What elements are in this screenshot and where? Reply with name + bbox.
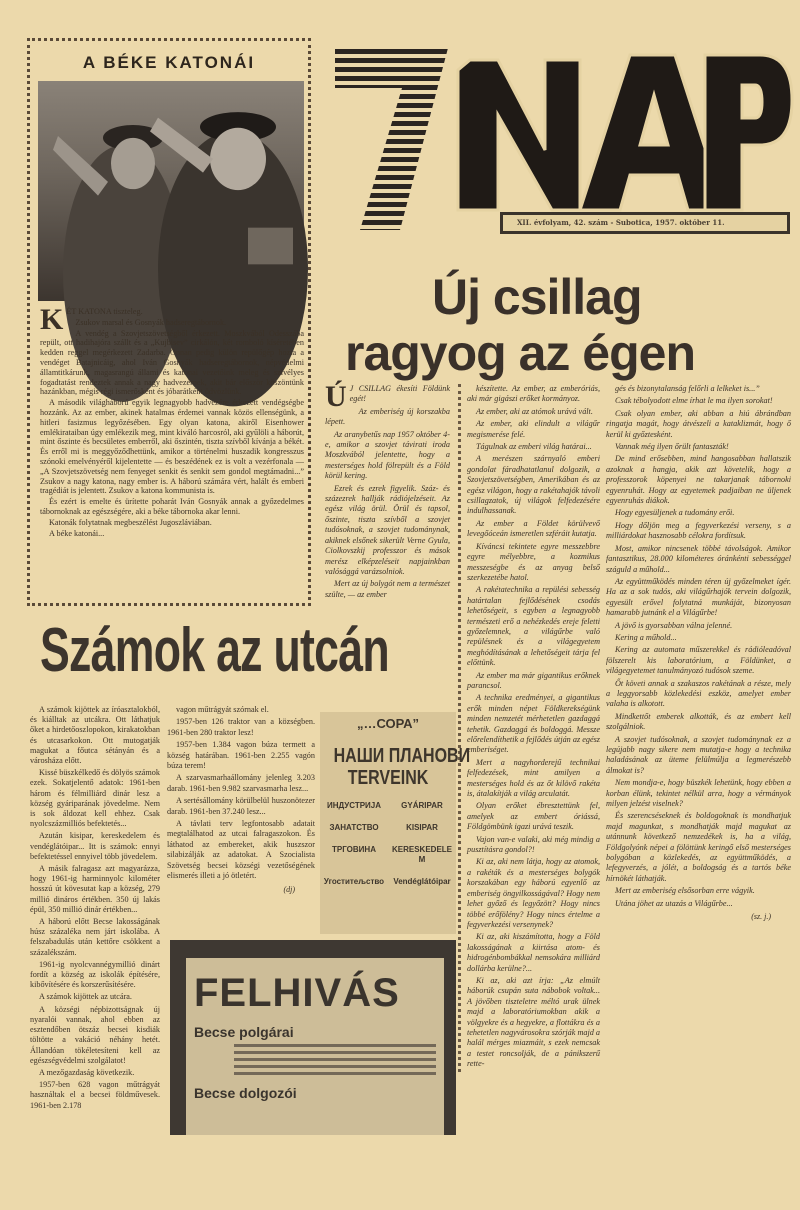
- paragraph: Hogy egyesüljenek a tudomány erői.: [615, 508, 735, 518]
- paragraph: ÉT KATONA tiszteleg.: [66, 307, 143, 316]
- paragraph: A vendég a Szovjetszövetségből érkezett. Moszkvából Odesszába repült, ott hadihajóra szállt és a „Kujbisev” cirkálón, két romboló kíséretében kedden reggel megérkezett Zadarba. Onnan pedig külön repülőgép hozta a vendéget Batajnicáig, ahol Iván Gosnyák hadseregtábornok, népvédelmi államtitkárunk, magasrangú állami és katonai vezetőink meleg és szívélyes fogadtatást rendeztek annak a nagy hadvezérnek, akit bár először köszöntünk hazánkban, mégis régi ismerősként és jóbarátként üdvözlünk.: [40, 328, 304, 397]
- paragraph: A távlati terv legfontosabb adatait megtalálhatod az utcai falragaszokon. És láthatod az embereket, akik huszszor silabizálják az adatokat. A Szocialista Szövetség becsei községi vezetőségének elismerés illeti a jó ötletért.: [167, 819, 315, 881]
- paragraph: Tágulnak az emberi világ határai...: [476, 442, 592, 452]
- csillag-column-1: [325, 380, 450, 602]
- paragraph: Az együttműködés minden téren új győzelmeket ígér. Ha az a sok tudós, aki világűrhajók tervein dolgozik, egyesült erővel folytatná munkáját, bizonyosan hamarabb jutnánk el a Világűrbe!: [606, 576, 791, 618]
- paragraph: Ki az, aki azt írja: „Az elmúlt háborúk csupán suta nábobok voltak... A jövőben tiszteletre méltó urak ülnek majd a laboratóriumokban akik a völgyekre és a hegyekre, a flottákra és a tehetetlen nagyvárosokra szórják majd a halál mérges miazmáit, s ezek nemcsak a testet roncsolják, de a pánikszerű rette-: [467, 975, 600, 1069]
- paragraph: Őt követi annak a szakaszos rakétának a része, mely a leggyorsabb közlekedési eszköz, amelyet ember valaha is alkotott.: [606, 678, 791, 709]
- poster-category: KISIPAR: [406, 823, 438, 832]
- paragraph: A másik falragasz azt magyarázza, hogy 1961-ig harminnyolc kilométer hosszú út kövesutat kap a község, 279 millió dináros értékben. 350 új lakás épül, 350 millió dinár értékben...: [30, 864, 160, 914]
- paragraph: A községi népbizottságnak új nyaralói vannak, ahol ebben az esztendőben ötszáz becsei kisdiák töltötte a vakáció néhány hetét. Állandóan tökéletesíteni kell az egészségvédelmi szolgálatot!: [30, 1004, 160, 1065]
- paragraph: A második világháború egyik legnagyobb hadvezére érkezett vendégségbe hozzánk. Az az ember, akinek hatalmas érdemei vannak közös ellenségünk, a hitleri fasizmus legyőzésében. Egy olyan katona, akiről Eisenhower emlékirataiban úgy emlékezik meg, mint kiváló harcosról, aki gyűlöli a háborút, mint őszinte és becsületes emberről, aki őszintén, tiszta szívből kívánja a békét. És erről mi is meggyőződhettünk, amikor a történelmi huszadik kongresszus szónoki emelvényéről kijelentette — és beszédének ez is volt a vezérfonala — „A Szovjetszövetség nem fenyeget senkit és senkit sem gondol megtámadni...” Zsukov a nagy katona, nagy ember is. A háború számára vért, halált és emberi tragédiát is jelentett. Zsukov a katona kommunista is.: [40, 398, 304, 496]
- poster-category: ИНДУСТРИЈА: [326, 801, 382, 810]
- zhukov-gosnjak-photo: [38, 81, 304, 301]
- paragraph: A szovjet tudósoknak, a szovjet tudománynak ez a legújabb nagy sikere nem mutatja-e hogy a technika haladásának az üteme felülmúlja a legmerészebb álmokat is?: [606, 734, 791, 775]
- paragraph: A jövő is gyorsabban válna jelenné.: [615, 620, 733, 630]
- paragraph: A számok kijöttek az utcára.: [39, 992, 132, 1002]
- paragraph: Azután kisipar, kereskedelem és vendéglátóipar... Itt is számok: ennyi befektetéssel ennyivel több jövedelem.: [30, 831, 160, 861]
- szamok-headline: Számok az utcán: [40, 616, 389, 685]
- poster-category: ТРГОВИНА: [332, 845, 376, 854]
- paragraph: Mert az új bolygót nem a természet szülte, — az ember: [325, 579, 450, 599]
- masthead-logo: [330, 40, 792, 240]
- paragraph: Vannak még ilyen őrült fantaszták!: [615, 442, 729, 452]
- 7nap-logo: [330, 40, 792, 240]
- szamok-column-1: [30, 705, 160, 1113]
- csillag-headline-line2: ragyog az égen: [345, 325, 695, 381]
- felhivas-subheading-1: Becse polgárai: [194, 1024, 294, 1040]
- paragraph: vagon műtrágyát szórnak el.: [176, 705, 269, 714]
- paragraph: A számok kijöttek az íróasztalokból, és kiálltak az utcákra. Ott láthatjuk őket a hirdetőoszlopokon, kirakatokban és utcasarkokon. Ott mutogatják magukat a főutca sétányán és a városháza előtt.: [30, 705, 160, 766]
- poster-title-hungarian: TERVEINK: [347, 767, 429, 789]
- paragraph: Mindkettőt emberek alkották, és az embert kell szolgálniok.: [606, 711, 791, 732]
- paragraph: Ki az, aki kiszámította, hogy a Föld lakosságának a kiirtása atom- és hidrogénbombákkal nemsokára milliárd dollárba kerülne?...: [467, 932, 600, 973]
- drop-cap: Ú: [325, 380, 347, 413]
- paragraph: Ki az, aki nem látja, hogy az atomok, a rakéták és a mesterséges bolygók korszakában egy háború egyenlő az emberiség öngyilkosságával? Hogy nem lehet győző és legyőzött? Hogy nincs többé erőfölény? Hogy nincs értelme a fegyverkezési versenynek?: [467, 857, 600, 929]
- saluting-officers-image: [38, 81, 304, 301]
- poster-category: ЗАНАТСТВО: [329, 823, 379, 832]
- paragraph: De mind erősebben, mind hangosabban hallatszik azoknak a hangja, akik azt követelik, hogy a professzorok köpenyei ne takarjanak tábornoki egyenruhát. Hogy az egyetemek padjaiban ne üljenek egyenruhás diákok.: [606, 454, 791, 506]
- paragraph: A sertésállomány körülbelül huszonötezer darab. 1961-ben 37.240 lesz...: [167, 796, 315, 816]
- paragraph: A szarvasmarhaállomány jelenleg 3.203 darab. 1961-ben 9.982 szarvasmarha lesz...: [167, 773, 315, 793]
- paragraph: Zsukov marsal és Gosnyák hadseregtábornok.: [75, 317, 227, 327]
- paragraph: Csak tébolyodott elme írhat le ma ilyen sorokat!: [615, 396, 773, 406]
- paragraph: És szerencséseknek és boldogoknak is mondhatjuk majd magunkat, s mondhatják majd magukat az utánnunk következő nemzedékek is, ha a világ, Földgolyónk népei a fölöttünk keringő első mesterséges bolygóban a közlekedés, az együttműködés, a lefegyverzés, a jólét, a boldogság és a tartós béke hírnökét láthatják.: [606, 811, 791, 883]
- szamok-signature: (dj): [283, 884, 295, 894]
- paragraph: Hogy dőljön meg a fegyverkezési verseny, s a milliárdokat hasznosabb célokra fordítsuk.: [606, 520, 791, 541]
- paragraph: 1961-ig nyolcvannégymillió dinárt fordít a község az iskolák építésére, kibővítésére és korszerűsítésére.: [30, 959, 160, 990]
- paragraph: A háború előtt Becse lakosságának húsz százaléka nem járt iskolába. A felszabadulás után kettőre csökkent a százalékszám.: [30, 917, 160, 957]
- csillag-column-3: [606, 384, 791, 922]
- paragraph: 1957-ben 628 vagon műtrágyát használtak el a becsei földművesek. 1961-ben 2.178: [30, 1080, 160, 1110]
- paragraph: Az emberiség új korszakba lépett.: [325, 406, 450, 427]
- paragraph: Ezrek és ezrek figyelik. Száz- és százezrek hallják rádiójelzéseit. Az egész világ örül. Örül és tapsol, őszinte, tiszta szívből a szovjet tudósoknak, a szovjet tudománynak, akiknek elsőnek sikerült Verne Gyula, Ciolkovszkij professzor és mások merész elképzeléseit napjainkban valósággá varázsolniok.: [325, 483, 450, 576]
- felhivas-poster-photo: [170, 940, 456, 1135]
- poster-newspaper-name: „…СОРА”: [356, 716, 420, 731]
- poster-category: KERESKEDELEM: [391, 845, 452, 864]
- beke-article-body: [40, 303, 304, 539]
- paragraph: A technika eredményei, a gigantikus erők minden népet Földkerekségünk minden nemzetét mérhetetlen gazdaggá tehetik. Gazdaggá és boldoggá. Messze előrelendíthetik a fejlődés útján az egész emberiséget.: [467, 693, 600, 755]
- paragraph: Kíváncsi tekintete egyre messzebbre egyre mélyebbre, a kozmikus messzeségbe és az anyag belső szerkezetébe hatol.: [467, 541, 600, 582]
- poster-title-serbian: НАШИ ПЛАНОВИ: [333, 745, 471, 767]
- paragraph: J CSILLAG ékesíti Földünk egét!: [349, 384, 450, 404]
- paragraph: Csak olyan ember, aki abban a hiú ábrándban ringatja magát, hogy átvészeli a kataklizmát, hogy ő kerül ki győztesként.: [606, 408, 791, 439]
- csillag-column-2: [458, 384, 600, 1072]
- paragraph: Vajon van-e valaki, aki még mindig a pusztításra gondol?!: [467, 834, 600, 855]
- paragraph: Mert az emberiség elsősorban erre vágyik.: [615, 886, 755, 896]
- paragraph: Az ember, aki elindult a világűr megismerése felé.: [467, 419, 600, 439]
- paragraph: A mezőgazdaság következik.: [39, 1067, 135, 1077]
- paragraph: Mert a nagyhorderejű technikai felfedezések, mint amilyen a mesterséges hold és az őt kilövő rakéta is, átalakítják a világ arculatát.: [467, 757, 600, 799]
- poster-category: Vendéglátóipar: [393, 877, 451, 886]
- felhivas-title: FELHIVÁS: [194, 971, 400, 1015]
- edition-line: XII. évfolyam, 42. szám - Subotica, 1957. október 11.: [500, 212, 790, 234]
- paragraph: Az ember ma már gigantikus erőknek parancsol.: [467, 670, 600, 690]
- poster-category: Угоститељство: [323, 877, 385, 886]
- paragraph: Utána jöhet az utazás a Világűrbe...: [615, 898, 733, 908]
- csillag-headline-line1: Új csillag: [432, 269, 642, 325]
- felhivas-subheading-2: Becse dolgozói: [194, 1085, 297, 1101]
- paragraph: készítette. Az ember, az emberóriás, aki már gigászi erőket kormányoz.: [467, 384, 600, 404]
- beke-article-title: A BÉKE KATONÁI: [82, 53, 256, 72]
- paragraph: Katonák folytatnak megbeszélést Jugoszláviában.: [49, 517, 212, 527]
- paragraph: 1957-ben 126 traktor van a községben. 1961-ben 280 traktor lesz!: [167, 717, 315, 737]
- paragraph: És ezért is emelte és ürítette poharát Iván Gosnyák annak a győzedelmes tábornoknak az egészségére, aki a béke tábornoka akar lenni.: [40, 497, 304, 516]
- poster-category: GYÁRIPAR: [401, 801, 443, 810]
- paragraph: A merészen szárnyaló emberi gondolat fáradhatatlanul dolgozik, a Szovjetszövetségben, Amerikában és az egész világon, hogy a rakétahajók távoli csillagzatok, új világok felfedezésére indulhassanak.: [467, 454, 600, 516]
- paragraph: Most, amikor nincsenek többé távolságok. Amikor fantasztikus, 28.000 kilométeres óránkénti sebességgel száguld a műhold...: [606, 543, 791, 574]
- paragraph: Nem mondja-e, hogy büszkék lehetünk, hogy ebben a korban élünk, tekintet nélkül arra, hogy a vérmányok milyen jelzést viselnek?: [606, 778, 791, 809]
- paragraph: Kering a műhold...: [615, 632, 677, 642]
- szamok-column-2: [167, 705, 315, 895]
- paragraph: Olyan erőket ébresztettünk fel, amelyek az embert óriássá, Földgömbünk igazi urává teszik.: [467, 801, 600, 832]
- paragraph: Az aranybetűs nap 1957 október 4-e, amikor a szovjet távirati iroda Moszkvából jelentette, hogy a mesterséges hold fölrepült és a Föld körül kering.: [325, 429, 450, 481]
- paragraph: A rakétatechnika a repülési sebesség határtalan fejlődésének csodás lehetőségeit, s egyben a legnagyobb természeti erő a nehézkedés ereje feletti győzelemnek, a világűrbe való repülésnek és a világegyetem meghódításának a lehetőségeit tárja fel előttünk.: [467, 585, 600, 668]
- paragraph: gés és bizonytalanság felőrli a lelkeket is...”: [615, 384, 760, 393]
- csillag-signature: (sz. j.): [751, 912, 771, 922]
- paragraph: Kering az automata műszerekkel és rádióleadóval fölszerelt kis laboratórium, a Földünket, a világegyetemet tanulmányozó tudósok szeme.: [606, 645, 791, 676]
- paragraph: Az ember, aki az atómok urává vált.: [476, 406, 593, 416]
- paragraph: Kissé büszkélkedő és dölyös számok ezek. Sokatjelentő adatok: 1961-ben három és félmilliárd dinár lesz a község gyáriparának jövedelme. Nem is sok áldozat kell ehhez. Csak nyolcszázmilliós befektetés...: [30, 768, 160, 829]
- terveink-poster-photo: [320, 712, 471, 934]
- paragraph: Az ember a Földet körülvevő levegőóceán ismeretlen szféráit kutatja.: [467, 518, 600, 539]
- drop-cap: K: [40, 303, 64, 336]
- paragraph: A béke katonái...: [49, 528, 105, 538]
- paragraph: 1957-ben 1.384 vagon búza termett a község határában. 1961-ben 2.255 vagón búza terem!: [167, 740, 315, 771]
- beke-article-box: [27, 38, 311, 606]
